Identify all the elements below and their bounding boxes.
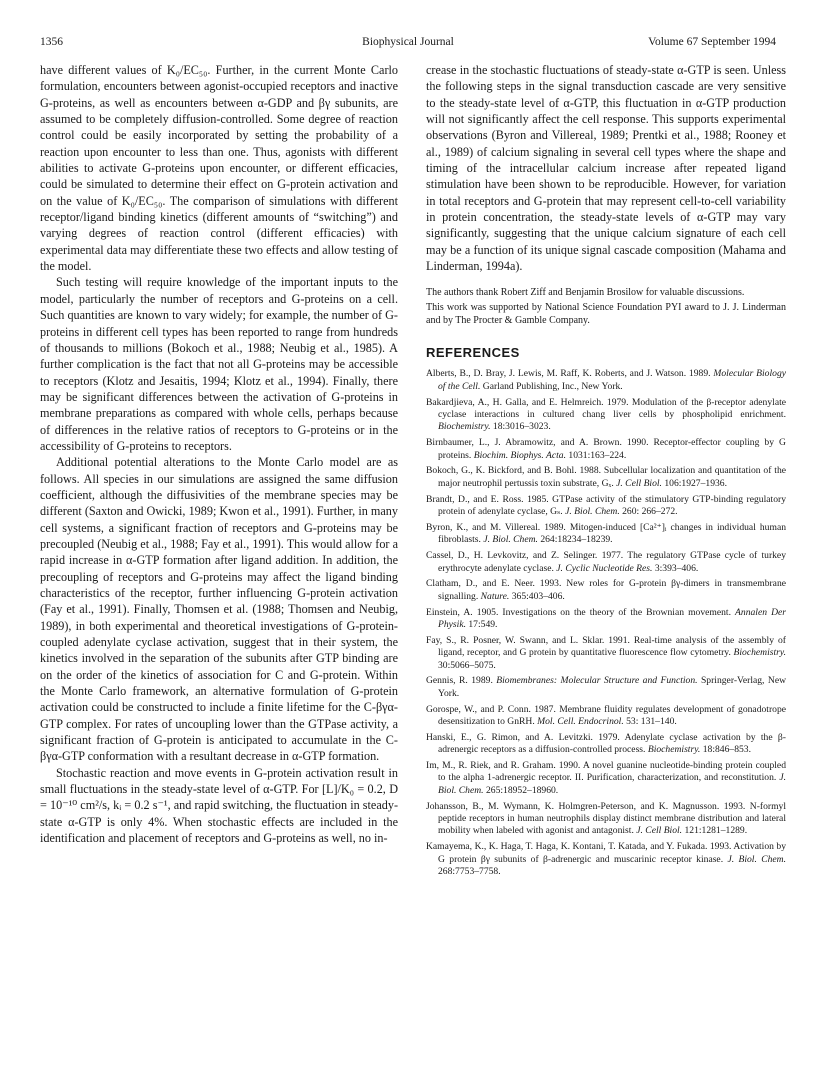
reference-entry bbox=[426, 635, 786, 672]
reference-journal: Biochemistry. bbox=[647, 744, 701, 756]
reference-entry bbox=[426, 397, 786, 434]
reference-entry bbox=[426, 704, 786, 729]
reference-text: Byron, K., and M. Villereal. 1989. Mitogen-induced [Ca²⁺]ᵢ changes in individual human fibroblasts. bbox=[426, 521, 786, 546]
acknowledgments bbox=[426, 286, 786, 327]
reference-entry bbox=[426, 437, 786, 462]
journal-name: Biophysical Journal bbox=[362, 36, 454, 48]
reference-text: Hanski, E., G. Rimon, and A. Levitzki. 1979. Adenylate cyclase activation by the β-adrenergic receptors as a diffusion-controlled process. bbox=[426, 731, 786, 756]
reference-text: Gorospe, W., and P. Conn. 1987. Membrane fluidity regulates development of gonadotrope desensitization to GnRH. bbox=[426, 703, 786, 727]
right-column bbox=[426, 62, 786, 882]
paragraph: have different values of K₀/EC₅₀. Further, in the current Monte Carlo formulation, encounters between agonist-occupied receptors and inactive G-proteins, as well as encounters between α-GDP and βγ subunits, are assumed to be completely diffusion-controlled. Some degree of reaction control could be easily incorporated by setting the probability of a reaction upon encounter to less than one. Thus, agonists with different abilities to activate G-proteins upon encounter, or different efficacies, could be simulated to determine their effect on G-protein activation and on the value of K₀/EC₅₀. The comparison of simulations with different receptor/ligand binding kinetics (different amounts of “switching”) and varying degrees of reaction control (different efficacies) with experimental data may differentiate these two effects and allow testing of the model. bbox=[40, 63, 398, 274]
reference-journal: Biochemistry. bbox=[733, 647, 786, 659]
reference-text: Brandt, D., and E. Ross. 1985. GTPase activity of the stimulatory GTP-binding regulatory protein of adenylate cyclase, Gₛ. bbox=[426, 493, 786, 518]
reference-journal: Biochemistry. bbox=[438, 421, 491, 433]
reference-citation: 3:393–406. bbox=[652, 562, 699, 574]
paragraph: crease in the stochastic fluctuations of steady-state α-GTP is seen. Unless the following steps in the signal transduction cascade are very sensitive to the steady-state level of α-GTP, this fluctuation in α-GTP production will not significantly affect the cell response. This supports experimental observations (Byron and Villereal, 1989; Prentki et al., 1988; Rooney et al., 1989) of calcium signaling in several cell types where the shape and timing of the intracellular calcium increase after repeated ligand stimulation have been shown to be reproducible. However, for variation in total receptors and G-protein that may represent cell-to-cell variability in protein concentration, the steady-state levels of α-GTP may vary significantly, suggesting that the unique calcium signature of each cell may be a function of its unique signal cascade composition (Mahama and Linderman, 1994a). bbox=[426, 63, 786, 274]
paragraph: Such testing will require knowledge of the important inputs to the model, particularly the number of receptors and G-proteins on a cell. Such quantities are known to vary widely; for example, the number of G-proteins in different cell types has been reported to range from hundreds of thousands to millions (Bokoch et al., 1988; Neubig et al., 1985). A further complication is the fact that not all G-proteins may be accessible to receptors (Klotz and Jesaitis, 1994; Klotz et al., 1994). Finally, there may be significant differences between the activation of G-proteins in membrane preparations as compared with whole cells, perhaps because of differences in the relative ratios of receptors to G-proteins or in the accessibility of G-proteins to receptors. bbox=[40, 275, 398, 453]
reference-text: Bakardjieva, A., H. Galla, and E. Helmreich. 1979. Modulation of the β-receptor adenylate cyclase interactions in cultured chang liver cells by phospholipid enrichment. bbox=[426, 396, 786, 421]
reference-citation: 106:1927–1936. bbox=[661, 477, 727, 489]
reference-text: Birnbaumer, L., J. Abramowitz, and A. Brown. 1990. Receptor-effector coupling by G proteins. bbox=[426, 437, 786, 461]
reference-citation: 265:18952–18960. bbox=[483, 784, 559, 796]
reference-text: Alberts, B., D. Bray, J. Lewis, M. Raff, K. Roberts, and J. Watson. 1989. bbox=[426, 368, 714, 380]
reference-journal: Annalen Der Physik. bbox=[438, 606, 786, 630]
reference-entry bbox=[426, 841, 786, 878]
reference-text: Johansson, B., M. Wymann, K. Holmgren-Peterson, and K. Magnusson. 1993. N-formyl peptide receptors in human neutrophils display distinct membrane distribution and lateral mobility when labeled with agonist and antagonist. bbox=[426, 800, 786, 837]
volume-info: Volume 67 September 1994 bbox=[648, 36, 776, 48]
reference-entry bbox=[426, 675, 786, 700]
reference-text: Clatham, D., and E. Neer. 1993. New roles for G-protein βγ-dimers in transmembrane signalling. bbox=[426, 578, 786, 602]
page-number: 1356 bbox=[40, 36, 63, 48]
reference-citation: 18:846–853. bbox=[700, 744, 751, 756]
reference-journal: J. Biol. Chem. bbox=[565, 506, 620, 518]
reference-citation: Springer-Verlag, New York. bbox=[438, 675, 787, 699]
reference-journal: J. Biol. Chem. bbox=[727, 853, 786, 865]
reference-list bbox=[426, 368, 786, 878]
reference-entry bbox=[426, 522, 786, 547]
reference-citation: Garland Publishing, Inc., New York. bbox=[480, 380, 623, 392]
reference-journal: J. Cell Biol. bbox=[616, 477, 662, 489]
left-column bbox=[40, 62, 398, 847]
paragraph: Additional potential alterations to the Monte Carlo model are as follows. All species in our simulations are assigned the same diffusion coefficient, although the diffusivities of the membrane species may be different (Saxton and Owicki, 1989; Kwon et al., 1991). Further, in many cell systems, a significant fraction of receptors and G-proteins may be precoupled (Neubig et al., 1988; Fay et al., 1991). This would allow for a rapid increase in α-GTP formation after ligand addition. In addition, the precoupling of receptors and G-proteins may affect the ligand binding characteristics of the receptor, further influencing G-protein activation (Fay et al., 1991). Finally, Thomsen et al. (1988; Thomsen and Neubig, 1989), in both experimental and theoretical investigations of G-protein-coupled adenylate cyclase activation, suggest that in their system, the kinetics involved in the separation of the subunits after GTP binding are on the order of the kinetics of association for C and G-protein. Within the Monte Carlo framework, an alternative formulation of G-protein activation could be constructed to include a finite lifetime for the C-βγα-GTP complex. For rates of uncoupling lower than the GTPase activity, a significant fraction of G-protein is anticipated to accumulate in the C-βγα-GTP conformation with a resultant decrease in α-GTP formation. bbox=[40, 455, 398, 764]
reference-entry bbox=[426, 801, 786, 838]
reference-citation: 18:3016–3023. bbox=[490, 421, 551, 433]
reference-entry bbox=[426, 368, 786, 393]
references-heading: REFERENCES bbox=[426, 345, 520, 361]
reference-citation: 121:1281–1289. bbox=[682, 825, 748, 837]
reference-journal: Biomembranes: Molecular Structure and Function. bbox=[496, 675, 698, 687]
reference-journal: J. Cyclic Nucleotide Res. bbox=[556, 562, 653, 574]
reference-journal: Mol. Cell. Endocrinol. bbox=[537, 715, 624, 727]
reference-text: Gennis, R. 1989. bbox=[426, 675, 497, 687]
reference-citation: 365:403–406. bbox=[509, 590, 565, 602]
reference-citation: 268:7753–7758. bbox=[438, 865, 501, 877]
reference-entry bbox=[426, 550, 786, 575]
reference-text: Kamayema, K., K. Haga, T. Haga, K. Kontani, T. Katada, and Y. Fukada. 1993. Activation by G protein βγ subunits of β-adrenergic and muscarinic receptor kinase. bbox=[426, 841, 786, 865]
reference-citation: 1031:163–224. bbox=[566, 449, 627, 461]
reference-citation: 17:549. bbox=[465, 618, 498, 630]
reference-entry bbox=[426, 607, 786, 632]
reference-journal: Molecular Biology of the Cell. bbox=[438, 368, 786, 392]
reference-text: Fay, S., R. Posner, W. Swann, and L. Sklar. 1991. Real-time analysis of the assembly of ligand, receptor, and G protein by quantitative fluorescence flow cytometry. bbox=[426, 634, 786, 659]
reference-text: Bokoch, G., K. Bickford, and B. Bohl. 1988. Subcellular localization and quantitation of the major neutrophil pertussis toxin substrate, Gₓ. bbox=[426, 465, 786, 489]
reference-journal: J. Cell Biol. bbox=[636, 825, 683, 837]
reference-citation: 30:5066–5075. bbox=[438, 659, 496, 671]
running-header bbox=[40, 36, 776, 52]
reference-entry bbox=[426, 732, 786, 757]
reference-journal: J. Biol. Chem. bbox=[483, 534, 538, 546]
reference-citation: 260: 266–272. bbox=[619, 506, 678, 518]
reference-text: Im, M., R. Riek, and R. Graham. 1990. A novel guanine nucleotide-binding protein coupled to the alpha 1-adrenergic receptor. II. Purification, characterization, and reconstitution. bbox=[426, 759, 786, 784]
reference-journal: Biochim. Biophys. Acta. bbox=[473, 449, 566, 461]
reference-journal: J. Biol. Chem. bbox=[438, 772, 786, 796]
reference-entry bbox=[426, 760, 786, 797]
paragraph: Stochastic reaction and move events in G-protein activation result in small fluctuations in the steady-state level of α-GTP. For [L]/K₀ = 0.2, D = 10⁻¹⁰ cm²/s, kᵢ = 0.2 s⁻¹, and rapid switching, the fluctuation in steady-state α-GTP is only 4%. When stochastic effects are included in the identification and placement of receptors and G-proteins as well, no in- bbox=[40, 765, 398, 846]
reference-text: Einstein, A. 1905. Investigations on the theory of the Brownian movement. bbox=[426, 606, 736, 618]
reference-text: Cassel, D., H. Levkovitz, and Z. Selinger. 1977. The regulatory GTPase cycle of turkey erythrocyte adenylate cyclase. bbox=[426, 550, 786, 574]
reference-entry bbox=[426, 494, 786, 519]
reference-journal: Nature. bbox=[480, 590, 510, 602]
reference-citation: 264:18234–18239. bbox=[537, 534, 613, 546]
reference-entry bbox=[426, 578, 786, 603]
acknowledgment-funding: This work was supported by National Science Foundation PYI award to J. J. Linderman and by The Procter & Gamble Company. bbox=[426, 302, 786, 327]
reference-entry bbox=[426, 465, 786, 490]
reference-citation: 53: 131–140. bbox=[623, 715, 677, 727]
acknowledgment-thanks: The authors thank Robert Ziff and Benjamin Brosilow for valuable discussions. bbox=[426, 287, 745, 299]
